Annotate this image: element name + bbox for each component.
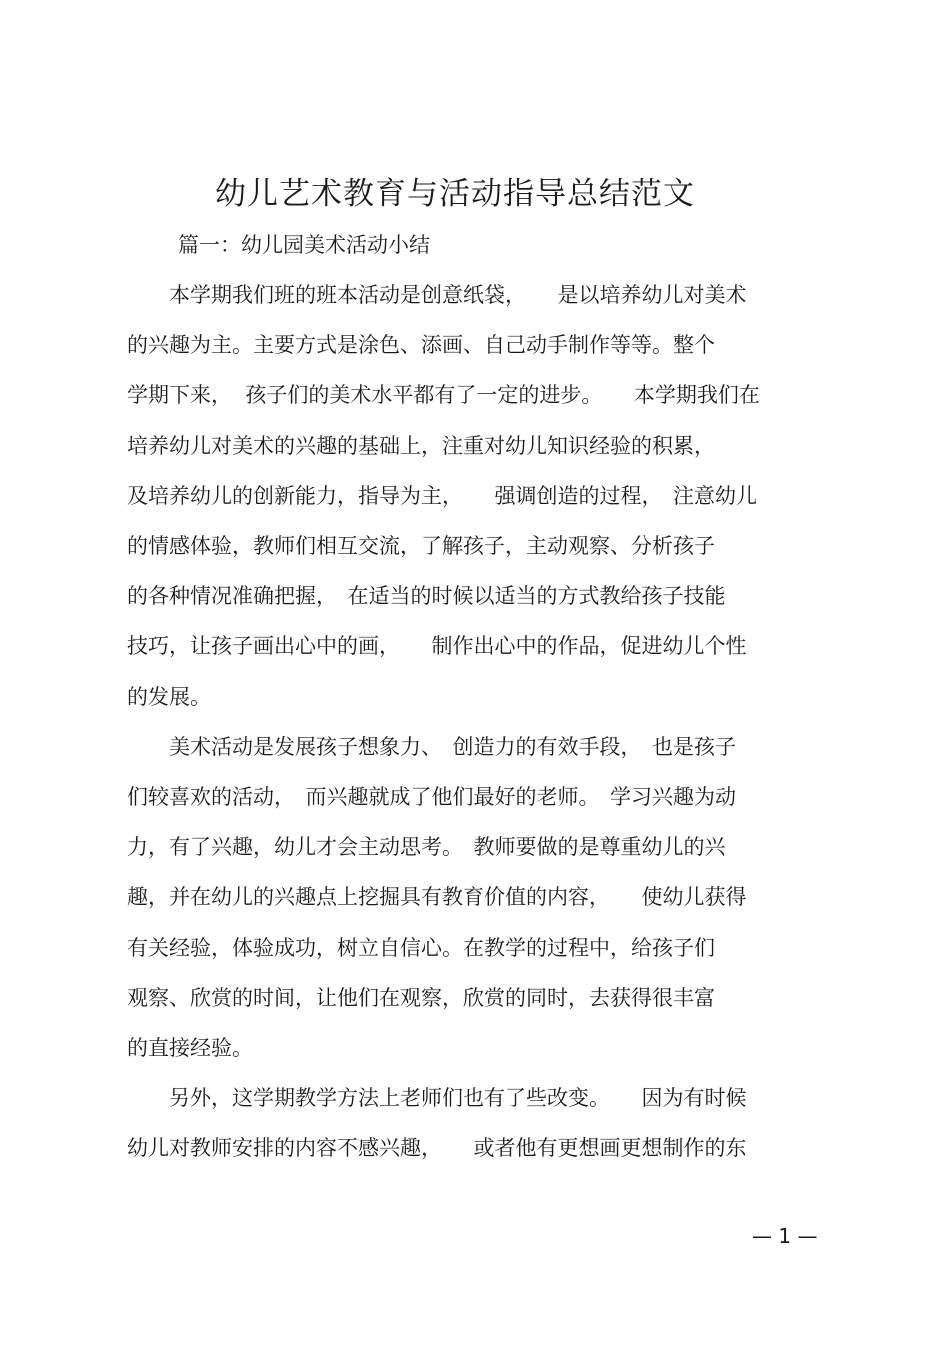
- body-line: 另外，这学期教学方法上老师们也有了些改变。 因为有时候: [127, 1086, 747, 1111]
- page-number: — 1 —: [752, 1224, 818, 1248]
- body-line: 技巧，让孩子画出心中的画， 制作出心中的作品，促进幼儿个性: [127, 634, 747, 659]
- body-line: 培养幼儿对美术的兴趣的基础上，注重对幼儿知识经验的积累，: [127, 433, 715, 458]
- document-title: 幼儿艺术教育与活动指导总结范文: [215, 176, 695, 212]
- body-line: 美术活动是发展孩子想象力、 创造力的有效手段， 也是孩子: [127, 734, 736, 759]
- body-line: 有关经验，体验成功，树立自信心。在教学的过程中，给孩子们: [127, 935, 715, 960]
- section-heading: 篇一：幼儿园美术活动小结: [178, 233, 430, 257]
- body-line: 及培养幼儿的创新能力，指导为主， 强调创造的过程， 注意幼儿: [127, 483, 757, 508]
- body-line: 的情感体验，教师们相互交流，了解孩子，主动观察、分析孩子: [127, 534, 715, 558]
- body-line: 本学期我们班的班本活动是创意纸袋， 是以培养幼儿对美术: [127, 283, 747, 307]
- body-line: 们较喜欢的活动， 而兴趣就成了他们最好的老师。 学习兴趣为动: [127, 785, 736, 809]
- body-line: 趣，并在幼儿的兴趣点上挖掘具有教育价值的内容， 使幼儿获得: [127, 885, 747, 910]
- body-line: 的兴趣为主。主要方式是涂色、添画、自己动手制作等等。整个: [127, 333, 715, 358]
- body-line: 的发展。: [127, 684, 211, 709]
- body-line: 观察、欣赏的时间，让他们在观察，欣赏的同时，去获得很丰富: [127, 985, 715, 1010]
- body-line: 力，有了兴趣，幼儿才会主动思考。 教师要做的是尊重幼儿的兴: [127, 835, 726, 860]
- body-line: 学期下来， 孩子们的美术水平都有了一定的进步。 本学期我们在: [127, 383, 760, 408]
- body-line: 的直接经验。: [127, 1036, 253, 1060]
- body-line: 的各种情况准确把握， 在适当的时候以适当的方式教给孩子技能: [127, 584, 726, 609]
- body-line: 幼儿对教师安排的内容不感兴趣， 或者他有更想画更想制作的东: [127, 1136, 747, 1161]
